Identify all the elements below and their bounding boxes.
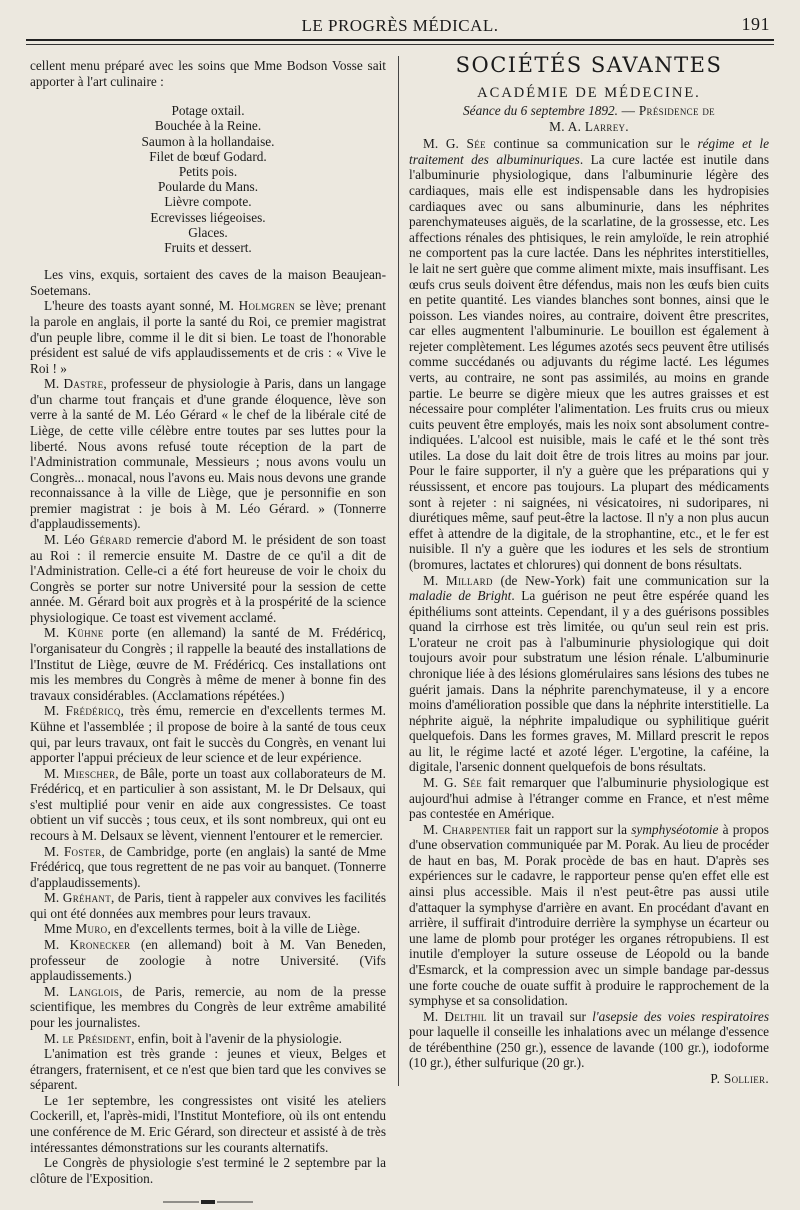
text: , de Paris, tient à rappeler aux convives les facilités qui ont été données aux membres pour leurs travaux.: [30, 890, 386, 921]
paragraph-vins: Les vins, exquis, sortaient des caves de la maison Beaujean-Soetemans.: [30, 267, 386, 298]
text: à propos d'une observation communiquée par M. Porak. Au lieu de procéder de haut en bas, M. Porak procède de bas en haut. D'après ses expériences sur le cadavre, le rapporteur pense qu'en effet elle est ainsi plus accessible. Mais il n'est peut-être pas aussi utile d'attaquer la symphyse d'arrière en avant. En procédant d'avant en arrière, il suffirait d'introduire derrière la symphyse un écarteur ou une lame de plomb pour protéger les organes rétropubiens. Il est inutile d'employer la suture osseuse de Léopold ou la bande d'Esmarck, et la compression avec un simple bandage par-dessus une forte couche de ouate suffit à produire le rapprochement de la symphyse et sa consolidation.: [409, 821, 769, 1009]
speaker-name: Muro: [75, 921, 108, 937]
paragraph-gerard: [30, 532, 386, 625]
menu-item: Lièvre compote.: [164, 194, 252, 210]
president-name: M. A. Larrey.: [549, 118, 629, 134]
paragraph-septembre: Le 1er septembre, les congressistes ont visité les ateliers Cockerill, et, l'après-midi, l'Institut Montefiore, où ils ont entendu une conférence de M. Eric Gérard, son directeur et assisté à de très intéressantes démonstrations sur les courants alternatifs.: [30, 1092, 386, 1155]
speaker-name: Dastre: [63, 376, 104, 392]
text: M.: [423, 572, 446, 588]
text: , de Bâle, porte un toast aux collaborateurs de M. Frédéricq, et en particulier à son assistant, M. le Dr Delsaux, qui s'est multiplié pour venir en aide aux congressistes. Ce toast obtient un vif succès ; tous ceux, et ils sont nombreux, qui ont eu recours à M. Delsaux se lèvent, viennent l'entourer et le remercier.: [30, 765, 386, 843]
seance-presidence: — Présidence de: [618, 103, 715, 119]
menu-item: Bouchée à la Reine.: [154, 118, 262, 134]
paragraph-see-2: [409, 775, 769, 822]
menu-item: Poularde du Mans.: [157, 179, 259, 195]
text: M.: [44, 843, 64, 859]
topic-title: l'asepsie des voies respiratoires: [592, 1008, 769, 1024]
paragraph-dastre: [30, 376, 386, 532]
speaker-name: Sée: [462, 775, 483, 791]
left-column: [30, 58, 386, 1210]
text: M. Léo: [44, 532, 90, 548]
text: lit un travail sur: [486, 1008, 593, 1024]
text: M.: [44, 765, 64, 781]
text: M.: [44, 937, 70, 953]
speaker-name: Sée: [466, 136, 486, 152]
text: , très ému, remercie en d'excellents termes M. Kühne et l'assemblée ; il propose de boire à la santé de tous ceux qui, par leurs travaux, ont fait le succès du Congrès, en venant lui apporter l'appui précieux de leur science et de leur expérience.: [30, 703, 386, 766]
speaker-name: Langlois: [69, 983, 120, 999]
text: fait un rapport sur la: [510, 821, 632, 837]
speaker-name: Frédéricq: [65, 703, 121, 719]
banquet-menu: [30, 103, 386, 255]
running-head: [28, 14, 772, 36]
text: Mme: [44, 921, 76, 937]
section-title: SOCIÉTÉS SAVANTES: [455, 53, 723, 77]
right-column: [409, 53, 769, 1087]
header-rule-thin: [26, 44, 774, 45]
text: M. G.: [423, 136, 467, 152]
seance-line: [409, 103, 769, 119]
text: , enfin, boit à l'avenir de la physiologie.: [131, 1030, 342, 1046]
paragraph-see: [409, 136, 769, 572]
topic-title: maladie de Bright: [409, 588, 512, 604]
paragraph-miescher: [30, 766, 386, 844]
intro-paragraph: cellent menu préparé avec les soins que Mme Bodson Vosse sait apporter à l'art culinaire :: [30, 58, 386, 89]
text: , professeur de physiologie à Paris, dans un langage d'un charme tout français et d'une grande éloquence, lève son verre à la santé de M. Léo Gérard « le chef de la libérale cité de Liège, de cette ville célèbre entre toutes par ses luttes pour la liberté. Nous avons refusé toute réception de la part de l'Administration communale, Messieurs ; nous avons voulu un Congrès... monacal, nous l'avons eu. Mais nous devons une grande reconnaissance à la ville de Liège, que je personnifie en son premier magistrat : je bois à M. Léo Gérard. » (Tonnerre d'applaudissements).: [30, 376, 386, 532]
topic-title: symphyséotomie: [631, 821, 719, 837]
text: L'heure des toasts ayant sonné, M.: [44, 298, 239, 314]
text: M.: [423, 1008, 445, 1024]
speaker-name: Gérard: [89, 532, 132, 548]
paragraph-animation: L'animation est très grande : jeunes et vieux, Belges et étrangers, fraternisent, et ce n'est que bien tard que les convives se séparent.: [30, 1046, 386, 1093]
speaker-name: Charpentier: [442, 821, 511, 837]
menu-item: Ecrevisses liégeoises.: [150, 209, 266, 225]
paragraph-millard: [409, 573, 769, 776]
speaker-name: Foster: [63, 843, 102, 859]
paragraph-muro: [30, 921, 386, 937]
text: M.: [423, 821, 443, 837]
paragraph-president: [30, 1031, 386, 1047]
text: remercie d'abord M. le président de son toast au Roi : il remercie ensuite M. Dastre de ce qu'il a dit de l'Administration. Celle-ci a été fort heureuse de voir le choix du Congrès se porter sur notre Université pour la session de cette année. M. Gérard boit aux progrès et à la prospérité de la science physiologique. Ce toast est vivement acclamé.: [30, 532, 386, 625]
text: M.: [44, 703, 66, 719]
author-signature: P. Sollier.: [710, 1071, 769, 1086]
speaker-name: Millard: [445, 572, 493, 588]
text: M.: [44, 1030, 63, 1046]
text: M.: [44, 625, 68, 641]
menu-item: Petits pois.: [178, 163, 238, 179]
topic-title: régime et le traitement des albuminuriques: [409, 136, 769, 167]
text: porte (en allemand) la santé de M. Frédéricq, l'organisateur du Congrès ; il rappelle la beauté des installations de l'Institut de Liège, œuvre de M. Frédéricq. Ces installations ont mis les membres du Congrès à même de mener à bonne fin des travaux considérables. (Acclamations répétées.): [30, 625, 386, 703]
column-divider: [398, 56, 399, 1086]
speaker-name: Miescher: [63, 765, 116, 781]
text: , de Paris, remercie, au nom de la presse scientifique, les membres du Congrès de leur extrême amabilité pour les journalistes.: [30, 983, 386, 1030]
text: , de Cambridge, porte (en anglais) la santé de Mme Frédéricq, que tous regrettent de ne pas voir au banquet. (Tonnerre d'applaudissements).: [30, 843, 386, 890]
menu-item: Fruits et dessert.: [164, 239, 252, 255]
paragraph-kronecker: [30, 937, 386, 984]
menu-item: Potage oxtail.: [171, 103, 245, 119]
paragraph-grehant: [30, 890, 386, 921]
ornament-rule-icon: [163, 1198, 253, 1206]
speaker-name: Kronecker: [69, 937, 131, 953]
academy-heading: ACADÉMIE DE MÉDECINE.: [477, 84, 701, 101]
text: M.: [44, 890, 63, 906]
text: pour laquelle il conseille les inhalations avec un mélange d'essence de térébenthine (250 gr.), essence de lavande (100 gr.), iodoforme (10 gr.), éther sulfurique (20 gr.).: [409, 1024, 769, 1071]
text: . La cure lactée est inutile dans l'albuminurie physiologique, dans l'albuminurie légère des cardiaques, mais elle est indispensable dans les hydropisies cardiaques avec ou sans albuminurie, dans les néphrites parenchymateuses aiguës, de la scarlatine, de la grossesse, etc. Les affections rénales des phtisiques, le rein amyloïde, le rein atrophié ne comportent pas la cure lactée. Dans les néphrites interstitielles, le lait ne sert guère que comme aliment mixte, mais insuffisant. Les œufs crus seuls doivent être défendus, mais non les œufs bien cuits en petite quantité. Les viandes blanches sont bonnes, ainsi que le poisson. Les viandes noires, au contraire, doivent être prescrites, car elles augmentent l'albuminurie. Le bouillon est également à rejeter complètement. Les légumes azotés secs peuvent être utilisés comme succédanés ou adjuvants du régime lacté. Les légumes verts, au contraire, ne sont pas assimilés, au moins en grande partie. Le beurre se digère mieux que les autres graisses et est nécessaire pour compléter l'alimentation. Les fruits crus ou mieux cuits peuvent être employés, mais les noix sont absolument contre-indiquées. L'alcool est nuisible, mais le café et le thé sont très utiles. La dose du lait doit être de trois litres au moins par jour. Pour le faire supporter, il n'y a guère que les préparations qui y réussissent, et encore pas toujours. La plupart des médicaments sont à rejeter : ni saignées, ni vésicatoires, ni sudoripares, ni diurétiques même, sauf peut-être la lactose. Il n'y a non plus aucun effet à attendre de la digitale, de la strophantine, etc., et le fer est nuisible. Il n'y a guère que les iodures et les sels de strontium (bromures, lactates et chlorures) qui donnent de bons résultats.: [409, 151, 769, 572]
speaker-name: Kühne: [67, 625, 104, 641]
seance-date: Séance du 6 septembre 1892.: [463, 103, 618, 119]
page-number: 191: [741, 14, 770, 34]
text: . La guérison ne peut être espérée quand les épithéliums sont atteints. Cependant, il y a des guérisons possibles quand la cirrhose est très limitée, ou qu'un seul rein est pris. L'orateur ne croit pas à l'albuminurie physiologique qui doit toujours avoir pour substratum une lésion rénale. L'albuminurie chronique liée à des lésions glomérulaires sans lésions des tubes ne guérit jamais. Dans la néphrite parenchymateuse, il y a encore moins d'amélioration possible que dans la néphrite interstitielle. La néphrite aiguë, la néphrite impaludique ou syphilitique guérit quelquefois. Dans les formes graves, M. Millard prescrit le repos au lit, le régime lacté et azoté léger. L'ergotine, la caféine, la digitale, l'arsenic donnent quelquefois de bons résultats.: [409, 588, 769, 775]
text: se lève; prenant la parole en anglais, il porte la santé du Roi, ce premier magistrat d'un peuple libre, comme il le dit si bien. Le toast de l'honorable président est salué de vifs applaudissements et de cris : « Vive le Roi ! »: [30, 298, 386, 376]
end-ornament: [30, 1194, 386, 1210]
paragraph-cloture: Le Congrès de physiologie s'est terminé le 2 septembre par la clôture de l'Exposition.: [30, 1155, 386, 1186]
text: M.: [44, 983, 70, 999]
speaker-name: le Président: [62, 1030, 132, 1046]
paragraph-kuhne: [30, 625, 386, 703]
text: (en allemand) boit à M. Van Beneden, professeur de zoologie à notre Université. (Vifs applaudissements.): [30, 937, 386, 984]
text: M.: [44, 376, 64, 392]
text: fait remarquer que l'albuminurie physiologique est aujourd'hui admise à l'étranger comme en France, et n'est même pas contestée en Amérique.: [409, 775, 769, 822]
paragraph-delthil: [409, 1009, 769, 1071]
menu-item: Saumon à la hollandaise.: [141, 133, 275, 149]
text: , en d'excellents termes, boit à la ville de Liège.: [107, 921, 361, 937]
paragraph-fredericq: [30, 703, 386, 765]
paragraph-foster: [30, 844, 386, 891]
speaker-name: Holmgren: [238, 298, 296, 314]
header-rule-thick: [26, 39, 774, 41]
menu-item: Filet de bœuf Godard.: [149, 148, 267, 164]
paragraph-charpentier: [409, 822, 769, 1009]
menu-item: Glaces.: [188, 224, 228, 240]
speaker-name: Gréhant: [62, 890, 111, 906]
speaker-name: Delthil: [444, 1008, 487, 1024]
paragraph-langlois: [30, 984, 386, 1031]
text: continue sa communication sur le: [485, 136, 698, 152]
running-title: LE PROGRÈS MÉDICAL.: [301, 16, 499, 35]
text: (de New-York) fait une communication sur la: [492, 572, 769, 588]
text: M. G.: [423, 775, 463, 791]
paragraph-holmgren: [30, 298, 386, 376]
